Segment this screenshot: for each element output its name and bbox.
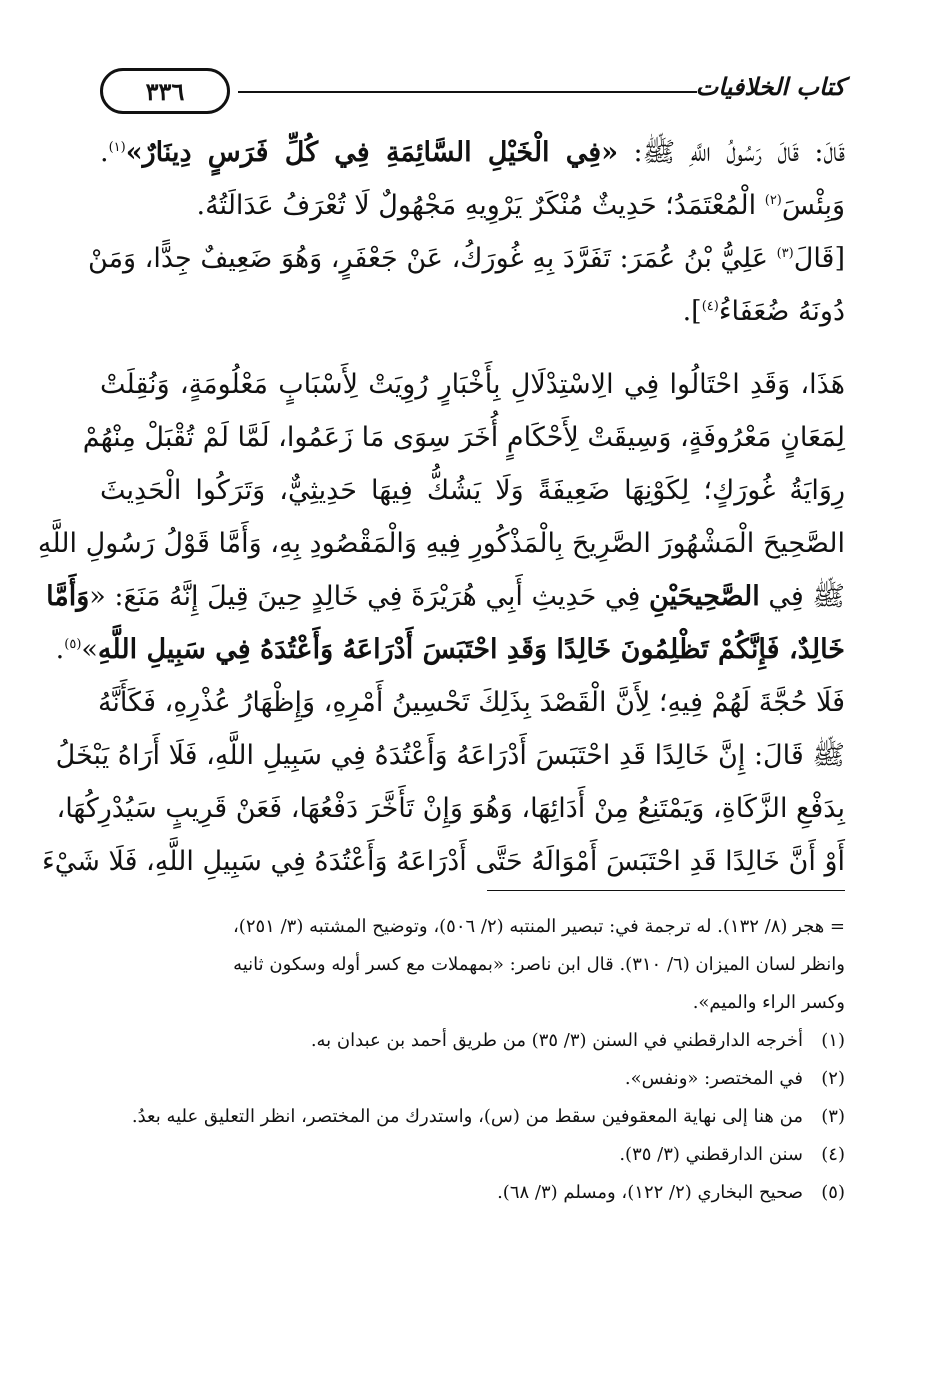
footnote-number: (٢) (821, 1068, 845, 1089)
main-text (37, 126, 845, 888)
footnote-number: (٤) (821, 1144, 845, 1165)
text-line: الصَّحِيحَ الْمَشْهُورَ الصَّرِيحَ بِالْمَذْكُورِ فِيهِ وَالْمَقْصُودِ بِهِ، وَأَمَّا قَوْلُ رَسُولِ اللَّهِ (37, 528, 845, 559)
text-line: خَالِدٌ، فَإِنَّكُمْ تَظْلِمُونَ خَالِدًا وَقَدِ احْتَبَسَ أَدْرَاعَهُ وَأَعْتُدَهُ فِي سَبِيلِ اللَّهِ»$^{(٥)}$. (55, 634, 845, 665)
page-number: ٣٣٦ (145, 76, 185, 106)
footnote-continuation-line: = هجر (٨/ ١٣٢). له ترجمة في: تبصير المنتبه (٢/ ٥٠٦)، وتوضيح المشتبه (٣/ ٢٥١)، (233, 916, 845, 937)
footnote-item (100, 1022, 845, 1060)
text-line: أَوْ أَنَّ خَالِدًا قَدِ احْتَبَسَ أَمْوَالَهُ حَتَّى أَدْرَاعَهُ وَأَعْتُدَهُ فِي سَبِيلِ اللَّهِ، فَلَا شَيْءَ (42, 846, 845, 877)
footnote-text: من هنا إلى نهاية المعقوفين سقط من (س)، واستدرك من المختصر، انظر التعليق عليه بعدُ. (131, 1106, 803, 1127)
footnote-item (100, 1098, 845, 1136)
footnote-marker: (٣) (776, 246, 794, 261)
text-line: ﷺ قَالَ: إِنَّ خَالِدًا قَدِ احْتَبَسَ أَدْرَاعَهُ وَأَعْتُدَهُ فِي سَبِيلِ اللَّهِ، فَلَا أَرَاهُ يَبْخَلُ (55, 740, 845, 771)
text-line: وَبِئْسَ$^{(٢)}$ الْمُعْتَمَدُ؛ حَدِيثٌ مُنْكَرٌ يَرْوِيهِ مَجْهُولٌ لَا تُعْرَفُ عَدَالَتُهُ. (196, 190, 845, 221)
footnote-continuation-line: وكسر الراء والميم». (692, 992, 845, 1013)
text-line: لِمَعَانٍ مَعْرُوفَةٍ، وَسِيقَتْ لِأَحْكَامٍ أُخَرَ سِوَى مَا زَعَمُوا، لَمَّا لَمْ تُقْبَلْ مِنْهُمْ (82, 422, 845, 453)
footnote-marker: (١) (108, 140, 126, 155)
text-line: رِوَايَةُ غُورَكٍ؛ لِكَوْنِهَا ضَعِيفَةً وَلَا يَشُكُّ فِيهَا حَدِيثِيٌّ، وَتَرَكُوا الْحَدِيثَ (100, 475, 845, 506)
text-line: دُونَهُ ضُعَفَاءُ$^{(٤)}$]. (682, 296, 845, 327)
footnote-text: أخرجه الدارقطني في السنن (٣/ ٣٥) من طريق أحمد بن عبدان به. (310, 1030, 803, 1051)
book-title: كتاب الخلافيات (695, 72, 845, 101)
footnote-marker: (٥) (64, 637, 82, 652)
footnote-item (100, 1174, 845, 1212)
hadith-quote: «فِي الْخَيْلِ السَّائِمَةِ فِي كُلِّ فَرَسٍ دِينَارٌ» (125, 137, 619, 168)
footnote-text: صحيح البخاري (٢/ ١٢٢)، ومسلم (٣/ ٦٨). (497, 1182, 803, 1203)
text-line: بِدَفْعِ الزَّكَاةِ، وَيَمْتَنِعُ مِنْ أَدَائِهَا، وَهُوَ وَإِنْ تَأَخَّرَ دَفْعُهَا، فَعَنْ قَرِيبٍ سَيُدْرِكُهَا، (56, 793, 845, 824)
footnote-item (100, 1060, 845, 1098)
footnote-text: سنن الدارقطني (٣/ ٣٥). (619, 1144, 803, 1165)
page-number-badge (100, 68, 230, 114)
footnotes (100, 908, 845, 1212)
footnote-item (100, 1136, 845, 1174)
footnote-marker: (٢) (764, 193, 782, 208)
hadith-quote: خَالِدٌ، فَإِنَّكُمْ تَظْلِمُونَ خَالِدًا وَقَدِ احْتَبَسَ أَدْرَاعَهُ وَأَعْتُدَهُ فِي سَبِيلِ اللَّهِ (97, 634, 845, 665)
footnote-number: (١) (821, 1030, 845, 1051)
header-divider (238, 91, 697, 93)
text-line: ﷺ فِي الصَّحِيحَيْنِ فِي حَدِيثِ أَبِي هُرَيْرَةَ فِي خَالِدٍ حِينَ قِيلَ إِنَّهُ مَنَعَ: «وَأَمَّا (46, 581, 845, 612)
footnote-divider (487, 890, 845, 891)
text-line: [قَالَ$^{(٣)}$ عَلِيُّ بْنُ عُمَرَ: تَفَرَّدَ بِهِ غُورَكُ، عَنْ جَعْفَرٍ، وَهُوَ ضَعِيفٌ جِدًّا، وَمَنْ (88, 243, 845, 274)
footnote-number: (٣) (821, 1106, 845, 1127)
footnote-continuation-line: وانظر لسان الميزان (٦/ ٣١٠). قال ابن ناصر: «بمهملات مع كسر أوله وسكون ثانيه (233, 954, 845, 975)
footnote-text: في المختصر: «ونفس». (624, 1068, 803, 1089)
page-header (100, 62, 845, 118)
text-line: فَلَا حُجَّةَ لَهُمْ فِيهِ؛ لِأَنَّ الْقَصْدَ بِذَلِكَ تَحْسِينُ أَمْرِهِ، وَإِظْهَارُ عُذْرِهِ، فَكَأَنَّهُ (97, 687, 845, 718)
book-reference: الصَّحِيحَيْنِ (648, 581, 760, 612)
text-line: قَالَ: قَالَ رَسُولُ اللَّهِ ﷺ: «فِي الْخَيْلِ السَّائِمَةِ فِي كُلِّ فَرَسٍ دِينَارٌ»$^{(١)}$. (100, 137, 845, 168)
hadith-quote: وَأَمَّا (46, 581, 90, 612)
footnote-marker: (٤) (701, 299, 719, 314)
footnote-number: (٥) (821, 1182, 845, 1203)
text-line: هَذَا، وَقَدِ احْتَالُوا فِي الِاسْتِدْلَالِ بِأَخْبَارٍ رُوِيَتْ لِأَسْبَابٍ مَعْلُومَةٍ، وَنُقِلَتْ (100, 369, 845, 400)
